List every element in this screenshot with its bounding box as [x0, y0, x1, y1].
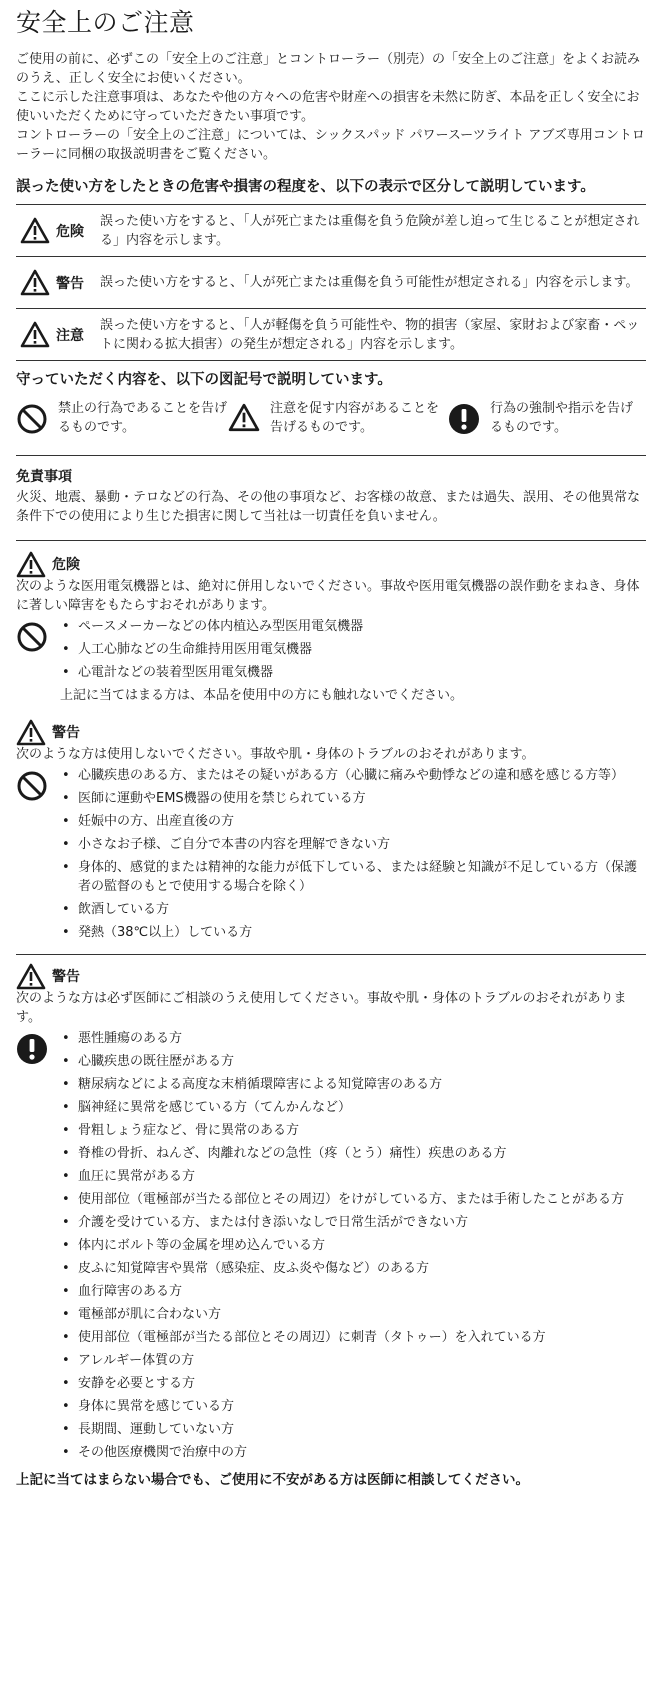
symbol-text: 禁止の行為であることを告げるものです。	[58, 401, 228, 435]
list-item: • 皮ふに知覚障害や異常（感染症、皮ふ炎や傷など）のある方	[60, 1259, 646, 1278]
warning1-list-block	[16, 766, 646, 946]
disclaimer-section	[16, 456, 646, 534]
danger-note: 上記に当てはまる方は、本品を使用中の方にも触れないでください。	[60, 688, 464, 703]
prohibition-icon	[16, 770, 48, 802]
list-item: • 血行障害のある方	[60, 1282, 646, 1301]
warning2-list	[60, 1029, 646, 1462]
list-item: • 体内にボルト等の金属を埋め込んでいる方	[60, 1236, 646, 1255]
warning-section-1	[16, 705, 646, 946]
list-item: • 使用部位（電極部が当たる部位とその周辺）に刺青（タトゥー）を入れている方	[60, 1328, 646, 1347]
warning1-list	[60, 766, 646, 942]
level-description: 誤った使い方をすると、「人が死亡または重傷を負う危険が差し迫って生じることが想定される」内容を示します。	[100, 213, 640, 248]
level-description: 誤った使い方をすると、「人が死亡または重傷を負う可能性が想定される」内容を示します。	[100, 275, 639, 290]
list-item: • 心電計などの装着型医用電気機器	[60, 663, 646, 682]
mandatory-icon	[16, 1033, 48, 1065]
symbols-heading: 守っていただく内容を、以下の図記号で説明しています。	[16, 372, 392, 388]
list-item: • 人工心肺などの生命維持用医用電気機器	[60, 640, 646, 659]
section-word: 警告	[52, 969, 80, 985]
section-lead: 次のような医用電気機器とは、絶対に併用しないでください。事故や医用電気機器の誤作動をまねき、身体に著しい障害をもたらすおそれがあります。	[16, 579, 640, 613]
disclaimer-text: 火災、地震、暴動・テロなどの行為、その他の事項など、お客様の故意、または過失、誤用、その他異常な条件下での使用により生じた損害に関して当社は一切責任を負いません。	[16, 490, 641, 524]
list-item: • 妊娠中の方、出産直後の方	[60, 812, 646, 831]
list-item: • 心臓疾患のある方、またはその疑いがある方（心臓に痛みや動悸などの違和感を感じる方等）	[60, 766, 646, 785]
list-item: • その他医療機関で治療中の方	[60, 1443, 646, 1462]
level-word: 危険	[56, 223, 84, 240]
symbol-mandatory	[448, 399, 644, 447]
prohibition-icon	[16, 403, 48, 435]
danger-list-block	[16, 617, 646, 705]
page-title: 安全上のご注意	[16, 8, 195, 37]
levels-table	[16, 204, 646, 361]
caution-icon	[16, 719, 46, 746]
caution-icon	[20, 269, 50, 296]
list-item: • 使用部位（電極部が当たる部位とその周辺）をけがしている方、または手術したことがある方	[60, 1190, 646, 1209]
symbol-text: 注意を促す内容があることを告げるものです。	[270, 401, 440, 435]
list-item: • 電極部が肌に合わない方	[60, 1305, 646, 1324]
intro-paragraph: コントローラーの「安全上のご注意」については、シックスパッド パワースーツライト アブズ専用コントローラーに同梱の取扱説明書をご覧ください。	[16, 128, 645, 162]
list-item: • 発熱（38℃以上）している方	[60, 923, 646, 942]
section-lead: 次のような方は必ず医師にご相談のうえ使用してください。事故や肌・身体のトラブルのおそれがあります。	[16, 991, 627, 1025]
caution-icon	[20, 321, 50, 348]
list-item: • 糖尿病などによる高度な末梢循環障害による知覚障害のある方	[60, 1075, 646, 1094]
list-item: • 血圧に異常がある方	[60, 1167, 646, 1186]
symbol-caution	[228, 399, 448, 447]
danger-list	[60, 617, 646, 682]
level-row-warning	[16, 257, 646, 309]
warning-section-2	[16, 955, 646, 1466]
symbols-row	[16, 399, 646, 447]
list-item: • 飲酒している方	[60, 900, 646, 919]
warning2-list-block	[16, 1029, 646, 1466]
section-lead: 次のような方は使用しないでください。事故や肌・身体のトラブルのおそれがあります。	[16, 747, 535, 762]
list-item: • 脊椎の骨折、ねんざ、肉離れなどの急性（疼（とう）痛性）疾患のある方	[60, 1144, 646, 1163]
intro	[16, 50, 646, 164]
level-row-caution	[16, 309, 646, 361]
caution-icon	[16, 551, 46, 578]
list-item: • アレルギー体質の方	[60, 1351, 646, 1370]
disclaimer-heading: 免責事項	[16, 469, 72, 485]
level-row-danger	[16, 205, 646, 257]
footer-note: 上記に当てはまらない場合でも、ご使用に不安がある方は医師に相談してください。	[16, 1472, 529, 1488]
list-item: • 身体的、感覚的または精神的な能力が低下している、または経験と知識が不足している方（保護者の監督のもとで使用する場合を除く）	[60, 858, 646, 896]
mandatory-icon	[448, 403, 480, 435]
section-word: 警告	[52, 725, 80, 741]
safety-page	[16, 6, 646, 1490]
warning-heading	[16, 719, 646, 745]
list-item: • 小さなお子様、ご自分で本書の内容を理解できない方	[60, 835, 646, 854]
caution-icon	[16, 963, 46, 990]
levels-heading: 誤った使い方をしたときの危害や損害の程度を、以下の表示で区分して説明しています。	[16, 179, 595, 195]
level-word: 注意	[56, 327, 84, 344]
level-word: 警告	[56, 275, 84, 292]
list-item: • 介護を受けている方、または付き添いなしで日常生活ができない方	[60, 1213, 646, 1232]
warning-heading	[16, 963, 646, 989]
list-item: • 安静を必要とする方	[60, 1374, 646, 1393]
section-word: 危険	[52, 557, 80, 573]
list-item: • 脳神経に異常を感じている方（てんかんなど）	[60, 1098, 646, 1117]
caution-icon	[228, 403, 260, 432]
prohibition-icon	[16, 621, 48, 653]
caution-icon	[20, 217, 50, 244]
list-item: • 心臓疾患の既往歴がある方	[60, 1052, 646, 1071]
symbol-text: 行為の強制や指示を告げるものです。	[490, 401, 634, 435]
list-item: • ペースメーカーなどの体内植込み型医用電気機器	[60, 617, 646, 636]
list-item: • 医師に運動やEMS機器の使用を禁じられている方	[60, 789, 646, 808]
danger-section	[16, 541, 646, 705]
danger-heading	[16, 551, 646, 577]
intro-paragraph: ここに示した注意事項は、あなたや他の方々への危害や財産への損害を未然に防ぎ、本品を正しく安全にお使いいただくために守っていただきたい事項です。	[16, 90, 640, 124]
list-item: • 骨粗しょう症など、骨に異常のある方	[60, 1121, 646, 1140]
level-description: 誤った使い方をすると、「人が軽傷を負う可能性や、物的損害（家屋、家財および家畜・ペットに関わる拡大損害）の発生が想定される」内容を示します。	[100, 317, 640, 352]
intro-paragraph: ご使用の前に、必ずこの「安全上のご注意」とコントローラー（別売）の「安全上のご注意」をよくお読みのうえ、正しく安全にお使いください。	[16, 52, 641, 86]
symbol-prohibition	[16, 399, 228, 447]
list-item: • 身体に異常を感じている方	[60, 1397, 646, 1416]
list-item: • 悪性腫瘍のある方	[60, 1029, 646, 1048]
list-item: • 長期間、運動していない方	[60, 1420, 646, 1439]
